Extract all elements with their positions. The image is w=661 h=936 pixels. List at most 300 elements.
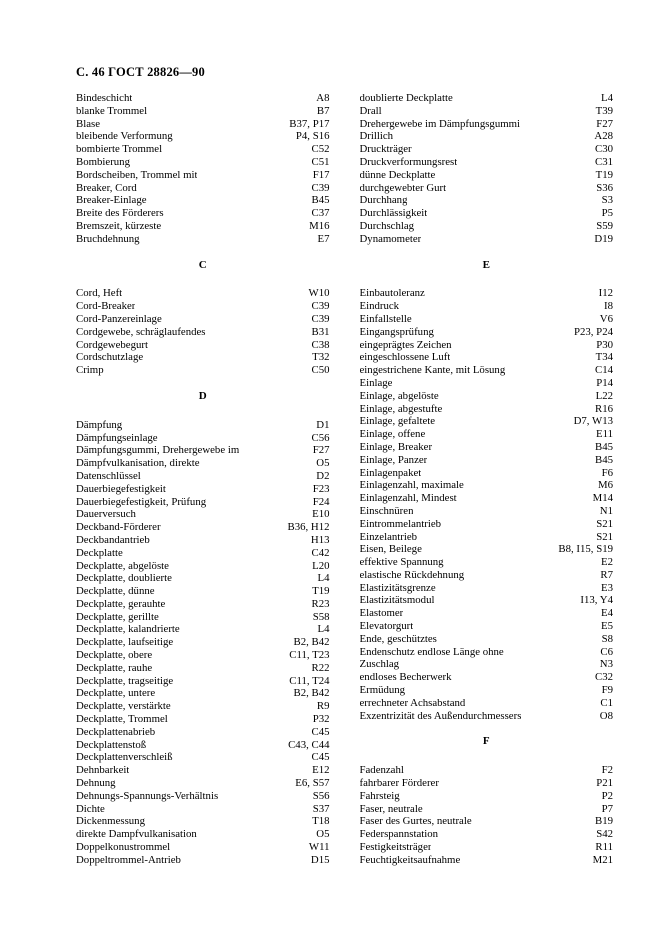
index-code: F27 <box>312 444 330 457</box>
index-code: B2, B42 <box>293 687 330 700</box>
index-code: N1 <box>599 504 613 517</box>
index-code: P23, P24 <box>573 325 613 338</box>
index-entry <box>76 675 330 688</box>
index-term: Deckplatte, kalandrierte <box>76 623 180 636</box>
index-code: C1 <box>600 696 613 709</box>
index-code: R16 <box>595 402 613 415</box>
index-entry <box>360 815 614 828</box>
index-entry <box>360 467 614 480</box>
index-term: effektive Spannung <box>359 556 444 569</box>
index-term: Elevatorgurt <box>359 620 414 633</box>
index-code: C51 <box>311 155 330 168</box>
index-term: Dichte <box>76 802 105 815</box>
index-entry <box>360 105 614 118</box>
index-term: Eingangsprüfung <box>359 325 434 338</box>
index-entry <box>76 220 330 233</box>
index-code: P7 <box>601 802 613 815</box>
index-term: Deckplatte, abgelöste <box>76 559 169 572</box>
index-term: Deckplatte, tragseitige <box>76 674 174 687</box>
index-entry <box>360 403 614 416</box>
index-entry <box>360 169 614 182</box>
index-term: Cordgewebe, schräglaufendes <box>76 325 206 338</box>
index-code: C52 <box>311 143 330 156</box>
index-code: E3 <box>601 581 613 594</box>
index-entry <box>360 543 614 556</box>
index-term: Datenschlüssel <box>76 469 141 482</box>
index-code: E12 <box>312 764 330 777</box>
index-entry <box>76 156 330 169</box>
index-code: B7 <box>316 104 330 117</box>
index-code: R9 <box>316 700 330 713</box>
index-code: O8 <box>599 709 613 722</box>
index-code: F23 <box>312 482 330 495</box>
index-entry <box>76 130 330 143</box>
index-code: M16 <box>309 219 330 232</box>
index-term: Cordschutzlage <box>76 351 144 364</box>
index-term: blanke Trommel <box>76 104 148 117</box>
index-term: Endenschutz endlose Länge ohne <box>359 645 504 658</box>
index-entry <box>360 233 614 246</box>
index-term: Bremszeit, kürzeste <box>76 219 162 232</box>
index-code: N3 <box>599 658 613 671</box>
index-entry <box>76 790 330 803</box>
index-entry <box>360 182 614 195</box>
index-column-right <box>360 92 614 867</box>
index-code: T39 <box>595 104 613 117</box>
index-term: eingestrichene Kante, mit Lösung <box>359 364 506 377</box>
index-entry <box>76 470 330 483</box>
index-term: Deckplatte, gerillte <box>76 610 159 623</box>
index-term: Eisen, Beilege <box>359 543 422 556</box>
index-entry <box>360 220 614 233</box>
index-term: eingeprägtes Zeichen <box>359 338 452 351</box>
index-entry <box>76 649 330 662</box>
index-code: I13, Y4 <box>580 594 613 607</box>
index-entry <box>76 547 330 560</box>
index-entry <box>76 326 330 339</box>
index-entry <box>360 207 614 220</box>
index-term: Einlage, offene <box>359 428 426 441</box>
index-entry <box>360 697 614 710</box>
index-code: C42 <box>311 546 330 559</box>
index-entry <box>360 531 614 544</box>
index-code: R7 <box>600 568 613 581</box>
index-term: Ende, geschütztes <box>359 632 437 645</box>
index-code: P21 <box>596 777 613 790</box>
index-entry <box>360 351 614 364</box>
index-term: Einzelantrieb <box>359 530 418 543</box>
section-heading: F <box>482 735 490 748</box>
index-term: Dehnungs-Spannungs-Verhältnis <box>76 789 219 802</box>
index-code: I8 <box>604 300 613 313</box>
index-entry <box>360 454 614 467</box>
index-code: B37, P17 <box>289 117 330 130</box>
index-entry <box>76 432 330 445</box>
index-term: Dämpfung <box>76 418 123 431</box>
index-code: R11 <box>595 841 613 854</box>
index-code: C30 <box>595 143 613 156</box>
index-entry <box>76 841 330 854</box>
index-term: Deckplatte, doublierte <box>76 572 172 585</box>
index-code: M6 <box>598 479 613 492</box>
index-term: Einlage, gefaltete <box>359 415 436 428</box>
index-term: Elastizitätsmodul <box>359 594 435 607</box>
index-entry <box>360 658 614 671</box>
index-code: C50 <box>311 364 330 377</box>
index-code: L4 <box>317 623 330 636</box>
index-term: Deckplatte, gerauhte <box>76 597 166 610</box>
index-term: direkte Dampfvulkanisation <box>76 828 197 841</box>
index-term: Einlage, Panzer <box>359 453 428 466</box>
index-term: Einlagenzahl, maximale <box>359 479 464 492</box>
index-entry <box>360 326 614 339</box>
index-entry <box>76 700 330 713</box>
index-entry <box>360 684 614 697</box>
index-term: Deckplatte, dünne <box>76 585 155 598</box>
index-entry <box>360 556 614 569</box>
index-code: M21 <box>592 853 613 866</box>
index-entry <box>360 607 614 620</box>
index-code: B45 <box>311 194 330 207</box>
index-term: Breaker, Cord <box>76 181 137 194</box>
index-entry <box>360 777 614 790</box>
index-code: S37 <box>312 802 330 815</box>
index-entry <box>360 790 614 803</box>
index-term: Dehnbarkeit <box>76 764 130 777</box>
index-term: Deckplatte <box>76 546 123 559</box>
index-code: S59 <box>596 219 613 232</box>
index-entry <box>76 483 330 496</box>
index-code: A28 <box>594 130 613 143</box>
index-code: P2 <box>601 789 613 802</box>
index-code: P4, S16 <box>295 130 330 143</box>
index-entry <box>76 764 330 777</box>
index-term: Breaker-Einlage <box>76 194 147 207</box>
index-code: V6 <box>599 312 613 325</box>
index-term: endloses Becherwerk <box>359 671 452 684</box>
index-code: C31 <box>595 155 613 168</box>
index-term: Deckplattenabrieb <box>76 725 156 738</box>
index-entry <box>76 803 330 816</box>
index-entry <box>360 143 614 156</box>
index-entry <box>360 415 614 428</box>
index-term: Cord, Heft <box>76 287 123 300</box>
index-term: Bordscheiben, Trommel mit <box>76 168 198 181</box>
index-code: B19 <box>595 815 613 828</box>
index-term: Deckplatte, rauhe <box>76 661 153 674</box>
index-code: C45 <box>311 751 330 764</box>
index-entry <box>360 194 614 207</box>
index-code: F2 <box>601 764 613 777</box>
index-entry <box>76 713 330 726</box>
index-entry <box>76 521 330 534</box>
index-entry <box>76 585 330 598</box>
index-code: L4 <box>601 92 613 104</box>
index-entry <box>76 351 330 364</box>
index-code: R22 <box>311 661 330 674</box>
index-code: D7, W13 <box>573 415 613 428</box>
index-term: Druckträger <box>359 143 412 156</box>
index-term: Einbautoleranz <box>359 287 425 300</box>
index-code: D19 <box>594 232 613 245</box>
index-term: Deckplatte, Trommel <box>76 713 168 726</box>
index-term: Einlagenpaket <box>359 466 422 479</box>
index-code: I12 <box>598 287 613 300</box>
index-entry <box>76 457 330 470</box>
index-term: eingeschlossene Luft <box>359 351 451 364</box>
index-term: Einlage, Breaker <box>359 440 433 453</box>
index-entry <box>76 233 330 246</box>
index-code: C38 <box>311 338 330 351</box>
index-entry <box>360 479 614 492</box>
index-term: bleibende Verformung <box>76 130 173 143</box>
index-term: Zuschlag <box>359 658 400 671</box>
index-entry <box>360 313 614 326</box>
index-entry <box>360 130 614 143</box>
index-entry <box>76 339 330 352</box>
index-entry <box>76 496 330 509</box>
index-entry <box>76 611 330 624</box>
index-code: E6, S57 <box>295 777 330 790</box>
index-entry <box>76 687 330 700</box>
index-code: C37 <box>311 207 330 220</box>
index-entry <box>360 671 614 684</box>
index-code: O5 <box>316 457 330 470</box>
index-code: F27 <box>596 117 613 130</box>
index-term: Einschnüren <box>359 504 414 517</box>
index-term: Deckband-Förderer <box>76 521 161 534</box>
section-heading: E <box>482 258 490 271</box>
index-code: L22 <box>595 389 613 402</box>
index-code: C39 <box>311 312 330 325</box>
index-entry <box>360 118 614 131</box>
index-term: Deckplatte, obere <box>76 649 153 662</box>
index-code: C11, T23 <box>289 649 330 662</box>
index-term: Festigkeitsträger <box>359 841 432 854</box>
index-code: P32 <box>312 713 330 726</box>
index-term: Bombierung <box>76 155 130 168</box>
index-code: S21 <box>596 530 613 543</box>
section-heading: D <box>198 389 207 402</box>
index-term: Federspannstation <box>359 828 439 841</box>
index-code: T19 <box>595 168 613 181</box>
index-entry <box>76 739 330 752</box>
index-term: Drillich <box>359 130 394 143</box>
index-term: Elastomer <box>359 607 404 620</box>
index-term: errechneter Achsabstand <box>359 696 466 709</box>
index-term: Dauerbiegefestigkeit <box>76 482 166 495</box>
index-entry <box>360 854 614 867</box>
index-code: W11 <box>308 841 330 854</box>
index-code: C45 <box>311 725 330 738</box>
index-term: Deckplattenverschleiß <box>76 751 173 764</box>
index-code: B2, B42 <box>293 636 330 649</box>
index-code: S8 <box>601 632 613 645</box>
index-code: C32 <box>595 671 613 684</box>
index-term: Exzentrizität des Außendurchmessers <box>359 709 522 722</box>
index-term: Cord-Breaker <box>76 300 136 313</box>
index-code: B45 <box>595 440 613 453</box>
index-entry <box>76 300 330 313</box>
index-entry <box>76 777 330 790</box>
index-code: T34 <box>595 351 613 364</box>
index-entry <box>76 623 330 636</box>
index-code: E4 <box>601 607 613 620</box>
index-code: L20 <box>312 559 330 572</box>
index-term: Dämpfvulkanisation, direkte <box>76 457 200 470</box>
index-entry <box>360 339 614 352</box>
index-term: doublierte Deckplatte <box>359 92 453 104</box>
index-code: L4 <box>317 572 330 585</box>
index-term: Einlage, abgelöste <box>359 389 439 402</box>
index-entry <box>360 633 614 646</box>
index-term: Cordgewebegurt <box>76 338 148 351</box>
index-entry <box>360 594 614 607</box>
index-term: Einfallstelle <box>359 312 412 325</box>
index-entry <box>76 828 330 841</box>
index-entry <box>76 92 330 105</box>
index-term: Drehergewebe im Dämpfungsgummi <box>359 117 521 130</box>
index-term: dünne Deckplatte <box>359 168 436 181</box>
index-code: F9 <box>601 684 613 697</box>
index-term: Bruchdehnung <box>76 232 140 245</box>
index-entry <box>360 620 614 633</box>
index-entry <box>76 508 330 521</box>
index-entry <box>360 569 614 582</box>
index-code: S21 <box>596 517 613 530</box>
index-term: fahrbarer Förderer <box>359 777 439 790</box>
index-entry <box>360 841 614 854</box>
index-code: C39 <box>311 300 330 313</box>
index-term: Einlage, abgestufte <box>359 402 443 415</box>
index-term: Faser, neutrale <box>359 802 423 815</box>
index-entry <box>76 182 330 195</box>
index-term: Elastizitätsgrenze <box>359 581 436 594</box>
index-code: F6 <box>601 466 613 479</box>
index-term: Cord-Panzereinlage <box>76 312 162 325</box>
index-term: Deckplatte, untere <box>76 687 156 700</box>
index-entry <box>76 287 330 300</box>
index-term: Dauerbiegefestigkeit, Prüfung <box>76 495 207 508</box>
index-code: C14 <box>595 364 613 377</box>
index-code: F17 <box>312 168 330 181</box>
index-term: Durchschlag <box>359 219 415 232</box>
index-entry <box>360 803 614 816</box>
index-code: O5 <box>316 828 330 841</box>
index-term: Dämpfungsgummi, Drehergewebe im <box>76 444 240 457</box>
index-term: Faser des Gurtes, neutrale <box>359 815 472 828</box>
index-term: Breite des Förderers <box>76 207 164 220</box>
index-code: A8 <box>316 92 330 104</box>
index-code: B45 <box>595 453 613 466</box>
index-entry <box>360 287 614 300</box>
index-term: Dickenmessung <box>76 815 145 828</box>
index-entry <box>76 572 330 585</box>
index-term: Durchlässigkeit <box>359 207 428 220</box>
index-entry <box>76 560 330 573</box>
index-entry <box>76 419 330 432</box>
index-code: D15 <box>310 853 330 866</box>
index-code: E2 <box>601 556 613 569</box>
index-code: E7 <box>317 232 330 245</box>
index-entry <box>76 118 330 131</box>
index-entry <box>76 751 330 764</box>
index-term: bombierte Trommel <box>76 143 163 156</box>
index-entry <box>76 105 330 118</box>
index-code: S56 <box>312 789 330 802</box>
index-code: C56 <box>311 431 330 444</box>
index-code: S58 <box>312 610 330 623</box>
index-entry <box>76 854 330 867</box>
index-code: D2 <box>316 469 330 482</box>
index-entry <box>360 300 614 313</box>
index-code: E5 <box>601 620 613 633</box>
index-code: B36, H12 <box>287 521 330 534</box>
page-header: С. 46 ГОСТ 28826—90 <box>76 65 205 79</box>
index-term: Eindruck <box>359 300 400 313</box>
index-code: D1 <box>316 418 330 431</box>
index-code: S3 <box>601 194 613 207</box>
index-code: C43, C44 <box>288 738 330 751</box>
index-entry <box>360 364 614 377</box>
index-term: Druckverformungsrest <box>359 155 458 168</box>
index-term: Durchhang <box>359 194 408 207</box>
index-term: Dauerversuch <box>76 508 136 521</box>
index-term: Bindeschicht <box>76 92 133 104</box>
index-code: H13 <box>310 533 330 546</box>
index-code: S36 <box>596 181 613 194</box>
index-term: Fadenzahl <box>359 764 404 777</box>
index-entry <box>76 534 330 547</box>
index-entry <box>360 377 614 390</box>
index-entry <box>76 143 330 156</box>
index-code: P30 <box>596 338 613 351</box>
index-code: T32 <box>312 351 330 364</box>
index-code: B31 <box>311 325 330 338</box>
index-code: R23 <box>311 597 330 610</box>
index-entry <box>76 726 330 739</box>
index-term: Deckplatte, verstärkte <box>76 700 171 713</box>
index-entry <box>360 156 614 169</box>
index-entry <box>76 662 330 675</box>
index-term: Deckplattenstoß <box>76 738 147 751</box>
index-entry <box>76 313 330 326</box>
index-entry <box>76 636 330 649</box>
index-entry <box>76 598 330 611</box>
index-term: Ermüdung <box>359 684 406 697</box>
index-code: C39 <box>311 181 330 194</box>
index-term: Dehnung <box>76 777 116 790</box>
index-term: Drall <box>359 104 382 117</box>
index-entry <box>76 194 330 207</box>
index-code: W10 <box>308 287 330 300</box>
index-entry <box>76 207 330 220</box>
index-code: P5 <box>601 207 613 220</box>
index-entry <box>360 492 614 505</box>
index-code: C11, T24 <box>289 674 330 687</box>
index-code: F24 <box>312 495 330 508</box>
index-term: Crimp <box>76 364 104 377</box>
index-entry <box>360 646 614 659</box>
index-entry <box>76 444 330 457</box>
index-entry <box>360 428 614 441</box>
index-term: Dynamometer <box>359 232 422 245</box>
index-entry <box>360 505 614 518</box>
index-entry <box>360 764 614 777</box>
index-entry <box>360 441 614 454</box>
index-code: T18 <box>312 815 330 828</box>
index-term: Einlagenzahl, Mindest <box>359 492 457 505</box>
